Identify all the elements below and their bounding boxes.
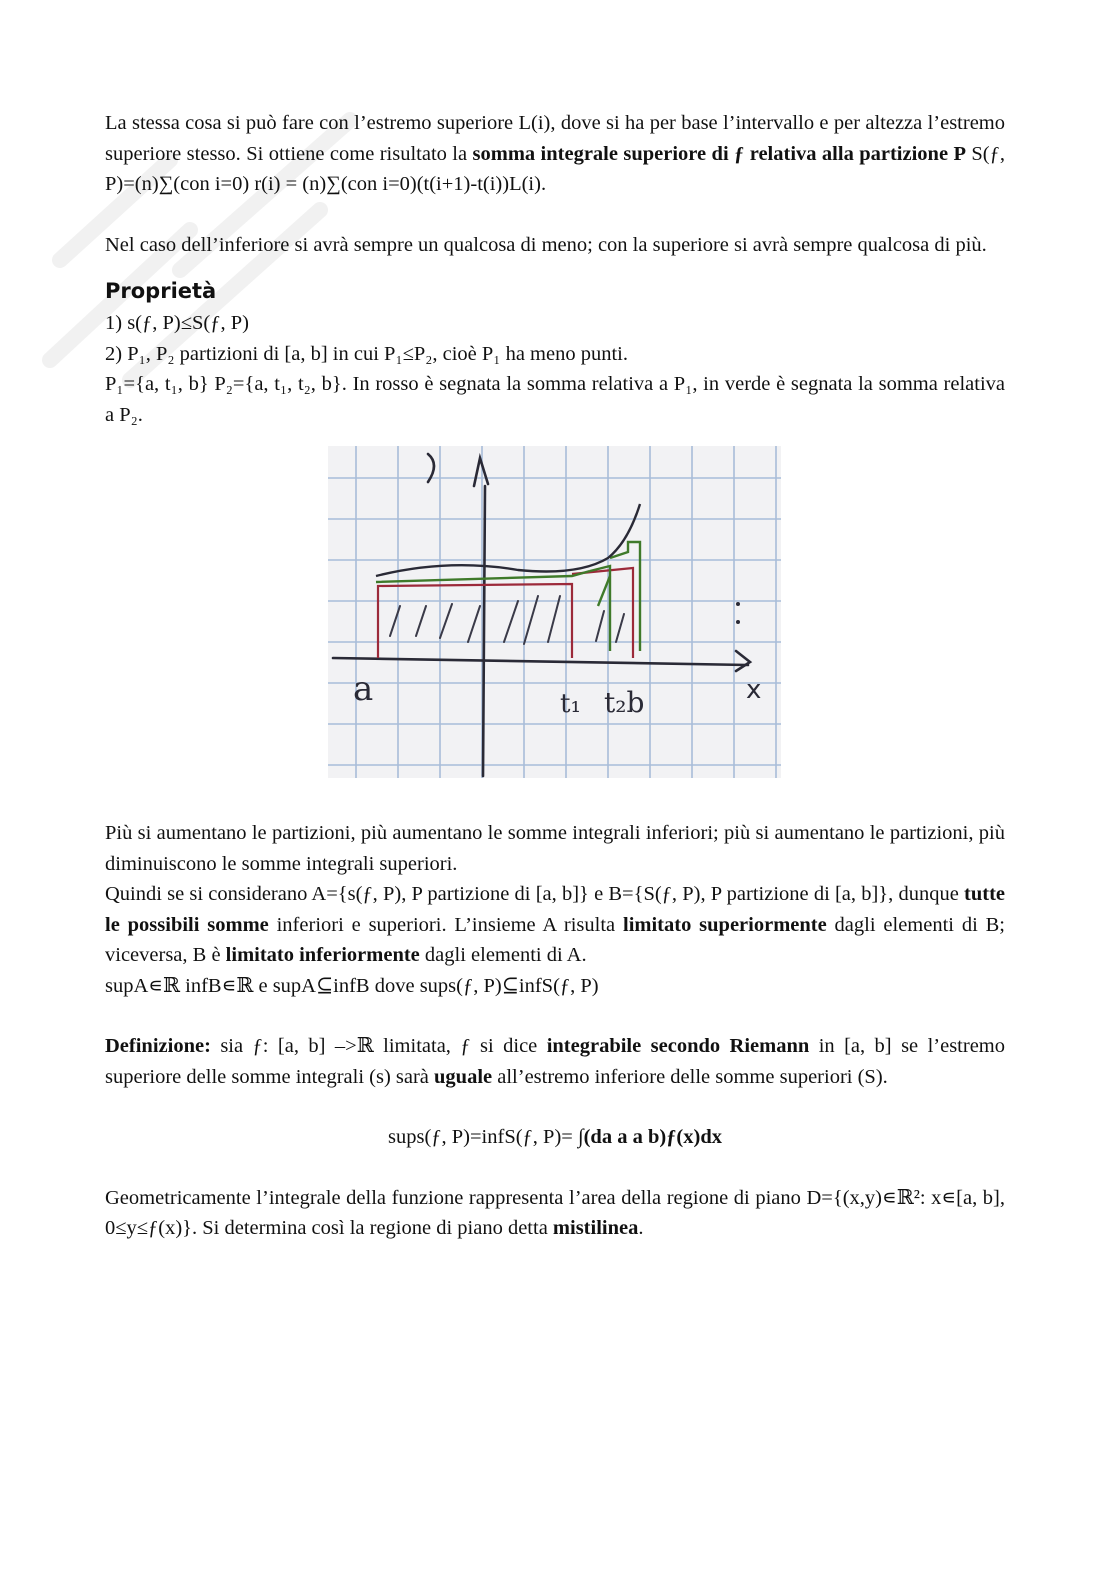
- paragraph-upper-sum: [105, 108, 1005, 200]
- x-axis-arrow: [736, 651, 750, 671]
- definition-text: all’estremo inferiore delle somme superiori (S).: [492, 1065, 888, 1088]
- label-t1: t₁: [560, 689, 581, 719]
- paragraph-sets: [105, 879, 1005, 971]
- upper-sum-formula: S(ƒ, P)=(n)∑(con i=0) r(i) = (n)∑(con i=0)(t(i+1)-t(i))L(i).: [105, 142, 1005, 195]
- sets-text: dagli elementi di B; viceversa, B è: [105, 913, 1005, 966]
- sup-inf-line: supA∊ℝ infB∊ℝ e supA⊆infB dove sups(ƒ, P)⊆infS(ƒ, P): [105, 974, 599, 997]
- paragraph-upper-sum-text: La stessa cosa si può fare con l’estremo superiore L(i), dove si ha per base l’intervallo e per altezza l’estremo superiore stesso. Si ottiene come risultato la: [105, 112, 1005, 165]
- definition-label: Definizione:: [105, 1035, 211, 1057]
- riemann-term: integrabile secondo Riemann: [546, 1035, 810, 1057]
- graph-svg: [328, 446, 781, 778]
- integral-term: ∫(da a a b)ƒ(x)dx: [577, 1126, 722, 1148]
- property-1: 1) s(ƒ, P)≤S(ƒ, P): [105, 312, 249, 334]
- closing-end: .: [638, 1217, 644, 1239]
- label-a: a: [353, 669, 374, 709]
- all-sums-term: tutte le possibili somme: [105, 883, 1005, 936]
- sets-text: dagli elementi di A.: [419, 944, 587, 966]
- formula-text: sups(ƒ, P)=infS(ƒ, P)=: [387, 1126, 578, 1148]
- area-hatching: [390, 596, 624, 644]
- y-axis: [483, 486, 485, 776]
- definition-paragraph: [105, 1031, 1005, 1092]
- handwritten-graph-photo: [328, 446, 781, 778]
- paragraph-comparison: Nel caso dell’inferiore si avrà sempre un qualcosa di meno; con la superiore si avrà sempre qualcosa di più.: [105, 233, 987, 256]
- closing-text: Geometricamente l’integrale della funzione rappresenta l’area della regione di piano D={(x,y)∊ℝ²: x∊[a, b], 0≤y≤ƒ(x)}. Si determina così la regione di piano detta: [105, 1186, 1005, 1239]
- sets-text: Quindi se si considerano A={s(ƒ, P), P partizione di [a, b]} e B={S(ƒ, P), P partizione di [a, b]}, dunque: [105, 883, 965, 905]
- equal-term: uguale: [434, 1065, 493, 1088]
- label-x: x: [746, 675, 762, 705]
- definition-text: in [a, b] se l’estremo superiore delle somme integrali (s) sarà: [105, 1035, 1005, 1088]
- paragraph-partitions-increase: Più si aumentano le partizioni, più aumentano le somme integrali inferiori; più si aumentano le partizioni, più diminuiscono le somme integrali superiori.: [105, 822, 1005, 875]
- mistilinea-term: mistilinea: [552, 1217, 639, 1239]
- x-axis: [333, 658, 748, 665]
- partitions-description: P₁={a, t₁, b} P₂={a, t₁, t₂, b}. In rosso è segnata la somma relativa a P₁, in verde è segnata la somma relativa a P₂.: [105, 373, 1005, 426]
- bounded-below-term: limitato inferiormente: [225, 944, 420, 966]
- closing-paragraph: [105, 1183, 1005, 1244]
- bounded-above-term: limitato superiormente: [623, 913, 827, 936]
- label-t2-b: t₂b: [604, 686, 645, 719]
- section-heading: Proprietà: [105, 279, 217, 303]
- integral-formula: [105, 1122, 1005, 1153]
- definition-text: sia ƒ: [a, b] –>ℝ limitata, ƒ si dice: [210, 1035, 547, 1057]
- property-2: 2) P₁, P₂ partizioni di [a, b] in cui P₁≤P₂, cioè P₁ ha meno punti.: [105, 342, 628, 365]
- sets-text: inferiori e superiori. L’insieme A risulta: [268, 913, 623, 936]
- figure-container: [105, 446, 1005, 800]
- axes: [333, 454, 750, 776]
- function-curve: [376, 504, 640, 576]
- document-page: [105, 108, 1005, 1244]
- notebook-grid: [328, 446, 781, 778]
- upper-sum-term: somma integrale superiore di ƒ relativa alla partizione P: [472, 142, 966, 165]
- dot-mark: [736, 602, 740, 606]
- y-axis-arrow: [474, 458, 488, 486]
- dot-mark: [736, 620, 740, 624]
